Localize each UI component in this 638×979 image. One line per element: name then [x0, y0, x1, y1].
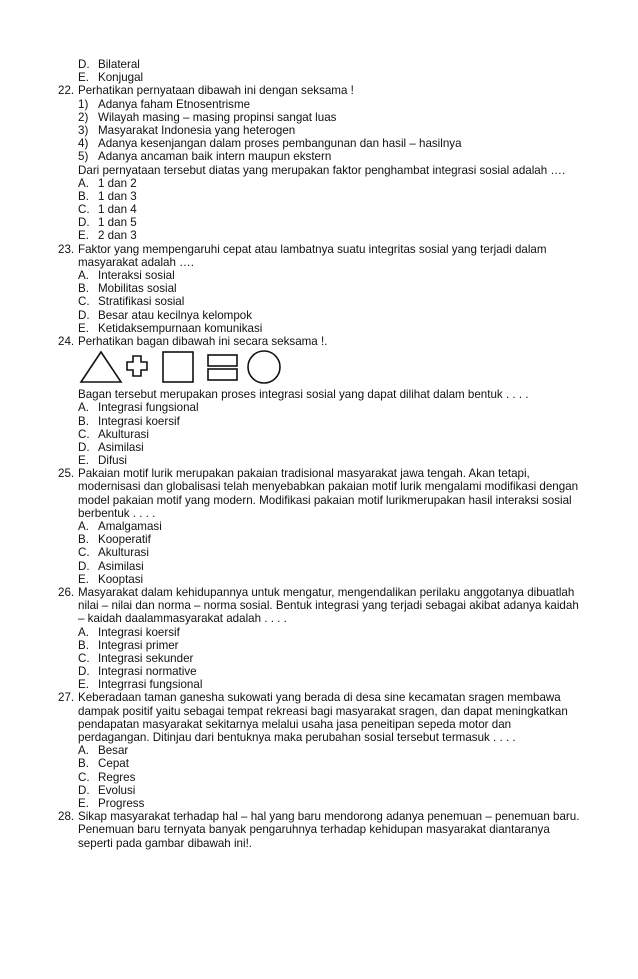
option-c: C. Akulturasi	[78, 546, 149, 560]
statement-item: 4) Adanya kesenjangan dalam proses pembangunan dan hasil – hasilnya	[78, 137, 462, 151]
option-b: B. Integrasi koersif	[78, 414, 180, 428]
question-line: seperti pada gambar dibawah ini!.	[78, 836, 253, 850]
option-d: D. Integrasi normative	[78, 665, 197, 679]
statement-item: 3) Masyarakat Indonesia yang heterogen	[78, 123, 296, 137]
question-27	[0, 691, 638, 810]
question-line: 24. Perhatikan bagan dibawah ini secara seksama !.	[58, 334, 328, 348]
option-c: C. Akulturasi	[78, 427, 149, 441]
question-line: perdagangan. Ditinjau dari bentuknya maka perubahan sosial tersebut termasuk . . . .	[78, 731, 516, 744]
option-a: A. Besar	[78, 744, 129, 758]
question-line: 26. Masyarakat dalam kehidupannya untuk mengatur, mengendalikan perilaku anggotanya dibuatlah	[58, 585, 575, 599]
option-a: A. Integrasi koersif	[78, 625, 180, 639]
option-c: C. Stratifikasi sosial	[78, 295, 185, 309]
option-b: B. Integrasi primer	[78, 638, 179, 652]
option-e: E. Integrrasi fungsional	[78, 678, 203, 692]
question-line: dampak positif yaitu sebagai tempat rekreasi bagi masyarakat sragen, dan dapat meningkatkan	[78, 704, 568, 718]
option-b: B. 1 dan 3	[78, 189, 137, 203]
question-line: 22. Perhatikan pernyataan dibawah ini dengan seksama !	[58, 84, 354, 98]
option-c: C. Regres	[78, 770, 136, 784]
option-e: E. Kooptasi	[78, 572, 144, 586]
shapes-diagram	[0, 350, 638, 384]
shapes-figure	[78, 350, 288, 384]
question-line: masyarakat adalah ….	[78, 255, 194, 269]
statement-item: 2) Wilayah masing – masing propinsi sangat luas	[78, 110, 337, 124]
option-a: A. Interaksi sosial	[78, 269, 175, 282]
option-c: C. 1 dan 4	[78, 203, 137, 217]
option-b: B. Kooperatif	[78, 533, 151, 547]
option-a: A. Integrasi fungsional	[78, 401, 199, 415]
option-d: D. Evolusi	[78, 783, 136, 797]
question-22	[0, 84, 638, 242]
option-c: C. Integrasi sekunder	[78, 651, 194, 665]
question-line: modernisasi dan globalisasi telah menyebabkan pakaian motif lurik mengalami modifikasi dengan	[78, 480, 579, 494]
split-rect-bottom	[208, 369, 237, 380]
question-line: Dari pernyataan tersebut diatas yang merupakan faktor penghambat integrasi sosial adalah ….	[78, 163, 566, 177]
option-d: D. Bilateral	[78, 58, 140, 71]
statement-item: 5) Adanya ancaman baik intern maupun ekstern	[78, 150, 332, 164]
option-d: D. Asimilasi	[78, 440, 144, 454]
question-line: model pakaian motif yang modern. Modifikasi pakaian motif lurikmerupakan hasil interaksi sosial	[78, 493, 572, 507]
option-e: E. Ketidaksempurnaan komunikasi	[78, 321, 263, 335]
option-b: B. Mobilitas sosial	[78, 282, 177, 296]
question-line: 27. Keberadaan taman ganesha sukowati yang berada di desa sine kecamatan sragen membawa	[58, 691, 561, 705]
triangle-shape	[81, 352, 121, 382]
square-shape	[163, 352, 193, 382]
exam-page	[0, 58, 638, 850]
question-23	[0, 243, 638, 335]
cross-shape	[127, 356, 147, 376]
option-e: E. 2 dan 3	[78, 229, 137, 243]
question-24	[0, 335, 638, 467]
question-line: 25. Pakaian motif lurik merupakan pakaian tradisional masyarakat jawa tengah. Akan tetapi,	[58, 467, 530, 481]
option-e: E. Difusi	[78, 454, 127, 468]
question-line: 28. Sikap masyarakat terhadap hal – hal yang baru mendorong adanya penemuan – penemuan baru.	[58, 810, 580, 824]
question-line: berbentuk . . . .	[78, 506, 156, 520]
option-e: E. Progress	[78, 796, 145, 810]
option-d: D. 1 dan 5	[78, 216, 137, 230]
question-line: Penemuan baru ternyata banyak pengaruhnya terhadap kehidupan masyarakat diantaranya	[78, 823, 550, 837]
option-d: D. Besar atau kecilnya kelompok	[78, 308, 253, 322]
question-line: Bagan tersebut merupakan proses integrasi sosial yang dapat dilihat dalam bentuk . . . .	[78, 388, 529, 402]
question-25	[0, 467, 638, 586]
option-a: A. Amalgamasi	[78, 520, 162, 533]
question-28	[0, 810, 638, 850]
option-e: E. Konjugal	[78, 71, 144, 85]
question-line: 23. Faktor yang mempengaruhi cepat atau lambatnya suatu integritas sosial yang terjadi dalam	[58, 242, 547, 256]
option-b: B. Cepat	[78, 757, 129, 771]
option-d: D. Asimilasi	[78, 559, 144, 573]
question-line: – kaidah daalammasyarakat adalah . . . .	[78, 612, 287, 626]
question-line: pendapatan masyarakat sekitarnya melalui usaha jasa peneitipan sepeda motor dan	[78, 717, 512, 731]
split-rect-top	[208, 355, 237, 366]
statement-item: 1) Adanya faham Etnosentrisme	[78, 97, 251, 111]
circle-shape	[248, 351, 280, 383]
option-a: A. 1 dan 2	[78, 176, 137, 190]
question-26	[0, 586, 638, 692]
question-line: nilai – nilai dan norma – norma sosial. Bentuk integrasi yang terjadi sebagai akibat adanya kaidah	[78, 599, 579, 613]
